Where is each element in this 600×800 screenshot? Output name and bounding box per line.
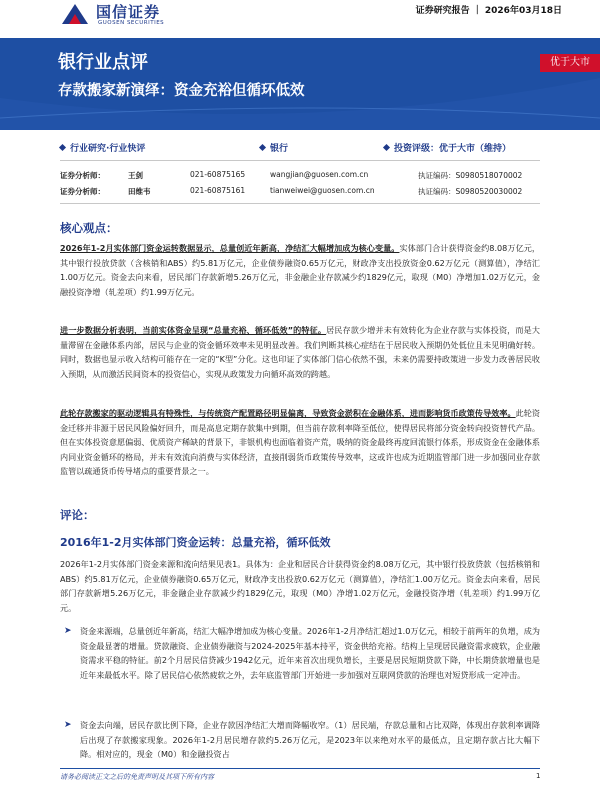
category-item xyxy=(60,141,145,154)
footer-divider xyxy=(60,768,540,769)
report-subtitle: 存款搬家新演绎：资金充裕但循环低效 xyxy=(58,83,305,99)
comments-title: 评论： xyxy=(60,508,95,522)
top-bar xyxy=(0,0,600,38)
paragraph-lead: 2026年1-2月实体部门资金运转数据显示，总量创近年新高，净结汇大幅增加成为核心变量。 xyxy=(60,243,400,253)
info-row xyxy=(60,141,540,155)
core-views-title: 核心观点： xyxy=(60,221,118,235)
company-logo xyxy=(60,2,190,32)
analyst-phone: 021-60875165 xyxy=(190,170,246,179)
category-text: 行业研究·行业快评 xyxy=(70,144,146,154)
analyst-phone: 021-60875161 xyxy=(190,186,246,195)
analyst-row xyxy=(60,167,540,183)
footer-disclaimer: 请务必阅读正文之后的免责声明及其项下所有内容 xyxy=(60,773,214,781)
core-view-paragraph-2 xyxy=(60,323,540,381)
logo-cn-text: 国信证券 xyxy=(96,3,161,21)
arrow-bullet-icon: ➤ xyxy=(64,626,72,636)
paragraph-lead: 进一步数据分析表明，当前实体资金呈现“总量充裕、循环低效”的特征。 xyxy=(60,325,327,335)
bullet-body: 2026年1-2月净结汇超过1.0万亿元，相较于前两年的负增，成为资金最显著的增量。贷款融资、企业债券融资与2024-2025年基本持平，资金供给充裕。结构上呈现居民融资需求疲软，企业融资需求平稳的特征。前2个月居民信贷减少1942亿元，近年来首次出现负增长，主要是居民短期贷款下降，中长期贷款增量也是近年来最低水平。除了居民信心依然疲软之外，去年底监管部门开始进一步加强对互联网贷款的治理也对短贷形成一定冲击。 xyxy=(80,626,540,680)
bullet-lead: 资金去向端，居民存款比例下降，企业存款因净结汇大增而降幅收窄。 xyxy=(80,720,335,730)
report-meta xyxy=(416,3,562,16)
logo-en-text: GUOSEN SECURITIES xyxy=(98,20,165,26)
analyst-cert: 执证编码：S0980520030002 xyxy=(418,187,523,196)
comments-bullet-1 xyxy=(80,624,540,682)
comments-paragraph: 2026年1-2月实体部门资金来源和流向结果见表1。具体为：企业和居民合计获得资金约8.08万亿元，其中银行投放贷款（包括核销和ABS）约5.81万亿元，企业债券融资0.65万亿元，财政净支出投放0.62万亿元（测算值），净结汇1.00万亿元。资金去向来看，居民部门存款新增5.26万亿元，非金融企业存款减少约1829亿元，取现（M0）净增1.02万亿元，金融投资净增（轧差项）约1.99万亿元。 xyxy=(60,559,540,613)
analyst-label: 证券分析师： xyxy=(60,171,105,180)
page-number: 1 xyxy=(536,772,541,780)
report-title: 银行业点评 xyxy=(58,52,148,73)
analyst-email[interactable]: tianweiwei@guosen.com.cn xyxy=(270,186,375,195)
analyst-email[interactable]: wangjian@guosen.com.cn xyxy=(270,170,369,179)
bullet-body: （1）居民端，存款总量和占比双降，体现出存款利率调降后出现了存款搬家现象。2026年1-2月居民增存款约5.26万亿元，是2023年以来绝对水平的最低点，且定期存款占比大幅下降。相对应的，现金（M0）和金融投资占 xyxy=(80,720,540,760)
report-type: 证券研究报告 xyxy=(415,6,470,16)
paragraph-body: 实体部门合计获得资金约8.08万亿元，其中银行投放贷款（含核销和ABS）约5.81万亿元，企业债券融资0.65万亿元，财政净支出投放资金0.62万亿元（测算值），净结汇1.00万亿元。资金去向来看，居民部门存款新增5.26万亿元，非金融企业存款减少约1829亿元，取现（M0）净增加1.02万亿元，金融投资净增（轧差项）约1.99万亿元。 xyxy=(60,243,540,297)
arrow-bullet-icon: ➤ xyxy=(64,720,72,730)
meta-separator: ｜ xyxy=(472,6,485,16)
analyst-name: 田维韦 xyxy=(128,187,151,196)
industry-text: 银行 xyxy=(270,144,289,154)
diamond-icon xyxy=(259,144,266,151)
comments-bullet-2 xyxy=(80,718,540,762)
rating-text: 投资评级：优于大市（维持） xyxy=(394,144,512,154)
analyst-table xyxy=(60,167,540,199)
divider xyxy=(60,203,540,204)
divider xyxy=(60,160,540,161)
title-banner xyxy=(0,38,600,130)
core-view-paragraph-3 xyxy=(60,406,540,479)
bullet-lead: 资金来源端，总量创近年新高，结汇大幅净增加成为核心变量。 xyxy=(80,626,307,636)
paragraph-body: 居民存款少增并未有效转化为企业存款与实体投资，而是大量滞留在金融体系内部，居民与企业的资金循环效率未见明显改善。我们判断其核心症结在于居民收入预期仍处低位且未见明确好转。同时，数据也显示收入结构可能存在一定的“K型”分化。这也印证了实体部门信心依然不强，未来仍需要持政策进一步发力改善居民收入预期，从而激活民间资本的投资信心，实现从政策发力向循环高效的跨越。 xyxy=(60,325,540,379)
analyst-name: 王剑 xyxy=(128,171,143,180)
paragraph-body: 此轮资金迁移并非源于居民风险偏好回升，而是高息定期存款集中到期，但当前存款利率降至低位，使得居民将部分资金转向投资替代产品。但在实体投资意愿偏弱、优质资产稀缺的背景下，非银机构也面临着资产荒，吸纳的资金最终再度回流银行体系，形成资金在金融体系内同业资金循环的格局，并未有效流向消费与实体经济，直接削弱货币政策传导效率，这或许也成为近期监管部门进一步加强同业存款监管以疏通货币传导堵点的重要背景之一。 xyxy=(60,408,540,477)
diamond-icon xyxy=(383,144,390,151)
comments-subhead: 2016年1-2月实体部门资金运转：总量充裕，循环低效 xyxy=(60,536,331,549)
core-view-paragraph-1 xyxy=(60,241,540,299)
rating-item xyxy=(384,141,511,154)
report-date: 2026年03月18日 xyxy=(484,6,562,16)
industry-item xyxy=(260,141,288,154)
analyst-cert: 执证编码：S0980518070002 xyxy=(418,171,523,180)
diamond-icon xyxy=(59,144,66,151)
rating-tag: 优于大市 xyxy=(540,54,600,72)
paragraph-lead: 此轮存款搬家的驱动逻辑具有特殊性，与传统资产配置路径明显偏离，导致资金淤积在金融体系，进而影响货币政策传导效率。 xyxy=(60,408,516,418)
analyst-row xyxy=(60,183,540,199)
analyst-label: 证券分析师： xyxy=(60,187,105,196)
logo-mark-icon xyxy=(60,2,90,26)
